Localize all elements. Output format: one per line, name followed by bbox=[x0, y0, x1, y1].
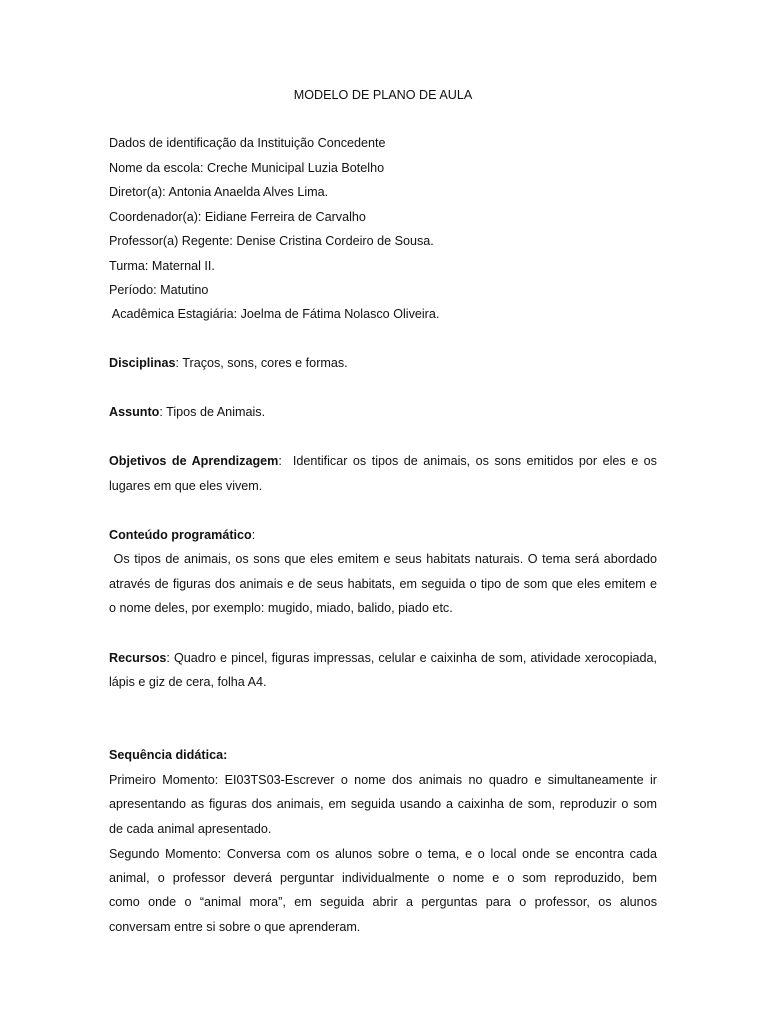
subject-text: : Tipos de Animais. bbox=[159, 405, 266, 419]
school-name: Nome da escola: Creche Municipal Luzia Botelho bbox=[109, 161, 385, 175]
coordinator-name: Coordenador(a): Eidiane Ferreira de Carvalho bbox=[109, 210, 366, 224]
class-name: Turma: Maternal II. bbox=[109, 259, 215, 273]
identification-heading: Dados de identificação da Instituição Concedente bbox=[109, 136, 386, 150]
teacher-name: Professor(a) Regente: Denise Cristina Cordeiro de Sousa. bbox=[109, 234, 434, 248]
content-label: Conteúdo programático bbox=[109, 528, 252, 542]
objectives-label: Objetivos de Aprendizagem bbox=[109, 454, 279, 468]
sequence-line-7: conversam entre si sobre o que aprenderam. bbox=[109, 920, 361, 934]
disciplines-label: Disciplinas bbox=[109, 356, 176, 370]
disciplines-line bbox=[109, 354, 657, 372]
subject-line bbox=[109, 403, 657, 421]
sequence-line-1: Primeiro Momento: EI03TS03-Escrever o nome dos animais no quadro e simultaneamente ir bbox=[109, 773, 657, 787]
sequence-heading bbox=[109, 746, 657, 764]
content-line-2: através de figuras dos animais e de seus habitats, em seguida o tipo de som que eles emitem e bbox=[109, 577, 657, 591]
resources-line-1 bbox=[109, 649, 657, 667]
resources-text-1: : Quadro e pincel, figuras impressas, celular e caixinha de som, atividade xerocopiada, bbox=[166, 651, 657, 665]
disciplines-text: : Traços, sons, cores e formas. bbox=[175, 356, 348, 370]
content-heading bbox=[109, 526, 657, 544]
sequence-line-6: como onde o “animal mora”, em seguida abrir a perguntas para o professor, os alunos bbox=[109, 895, 657, 909]
objectives-line-2: lugares em que eles vivem. bbox=[109, 479, 263, 493]
document-page bbox=[109, 0, 657, 1024]
objectives-text-1: : Identificar os tipos de animais, os sons emitidos por eles e os bbox=[278, 454, 657, 468]
document-title: MODELO DE PLANO DE AULA bbox=[293, 88, 473, 102]
content-line-3: o nome deles, por exemplo: mugido, miado, balido, piado etc. bbox=[109, 601, 453, 615]
sequence-line-2: apresentando as figuras dos animais, em seguida usando a caixinha de som, reproduzir o som bbox=[109, 797, 657, 811]
resources-line-2: lápis e giz de cera, folha A4. bbox=[109, 675, 267, 689]
objectives-line-1 bbox=[109, 452, 657, 470]
sequence-line-4: Segundo Momento: Conversa com os alunos sobre o tema, e o local onde se encontra cada bbox=[109, 847, 657, 861]
subject-label: Assunto bbox=[109, 405, 160, 419]
period: Período: Matutino bbox=[109, 283, 209, 297]
resources-label: Recursos bbox=[109, 651, 167, 665]
content-line-1: Os tipos de animais, os sons que eles emitem e seus habitats naturais. O tema será abordado bbox=[109, 552, 657, 566]
sequence-line-5: animal, o professor deverá perguntar individualmente o nome e o som reproduzido, bem bbox=[109, 871, 657, 885]
content-colon: : bbox=[251, 528, 256, 542]
sequence-line-3: de cada animal apresentado. bbox=[109, 822, 272, 836]
director-name: Diretor(a): Antonia Anaelda Alves Lima. bbox=[109, 185, 329, 199]
intern-name: Acadêmica Estagiária: Joelma de Fátima Nolasco Oliveira. bbox=[109, 307, 440, 321]
sequence-label: Sequência didática: bbox=[109, 748, 228, 762]
